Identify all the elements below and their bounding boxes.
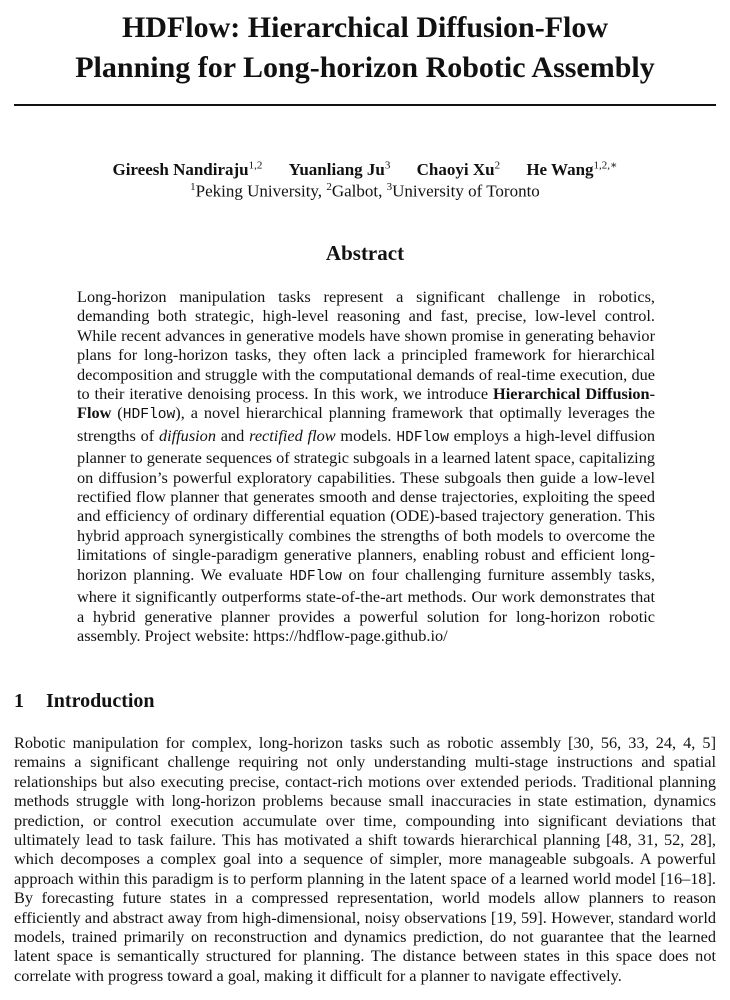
abstract-body bbox=[77, 287, 655, 645]
paper-title-line-2: Planning for Long-horizon Robotic Assembly bbox=[75, 51, 655, 84]
emphasis-term: rectified flow bbox=[249, 425, 336, 445]
author-name: Yuanliang Ju bbox=[288, 159, 385, 179]
affiliation: University of Toronto bbox=[392, 181, 540, 201]
method-acronym: HDFlow bbox=[289, 568, 342, 585]
abstract-text: and bbox=[215, 425, 250, 445]
abstract-text: employs a high-level diffusion planner to generate sequences of strategic subgoals in a learned latent space, capitalizing on diffusion’s powerful exploratory capabilities. These subgoals then guide a low-level rectified flow planner that generates smooth and dense trajectories, exploiting the speed and efficiency of ordinary differential equation (ODE)-based trajectory generation. This hybrid approach synergistically combines the strengths of both models to overcome the limitations of single-paradigm generative planners, enabling robust and efficient long-horizon planning. We evaluate bbox=[77, 425, 655, 584]
abstract-text: models. bbox=[335, 425, 397, 445]
abstract-text: ( bbox=[111, 403, 123, 423]
method-name-bold: Hierarchical Diffusion-Flow bbox=[77, 384, 655, 423]
author-affil-mark: 3 bbox=[384, 159, 391, 171]
section-heading-introduction bbox=[14, 688, 155, 714]
affiliation: Galbot, bbox=[331, 181, 387, 201]
abstract-text: on four challenging furniture assembly tasks, where it significantly outperforms state-of-the-art methods. Our work demonstrates that a hybrid generative planner provides a powerful solution for long-horizon robotic assembly. Project website: https://hdflow-page.github.io/ bbox=[77, 564, 656, 645]
abstract-heading: Abstract bbox=[325, 241, 405, 265]
author-name: Gireesh Nandiraju bbox=[112, 159, 249, 179]
affil-mark: 3 bbox=[386, 181, 393, 193]
abstract-text: ), a novel hierarchical planning framework that optimally leverages the strengths of bbox=[77, 403, 655, 445]
affil-mark: 1 bbox=[190, 181, 196, 193]
introduction-body: Robotic manipulation for complex, long-horizon tasks such as robotic assembly [30, 56, 33, 24, 4, 5] remains a significant challenge requiring not only understanding multi-stage instructions and spatial relationships but also executing precise, contact-rich motions over extended periods. Traditional planning methods struggle with long-horizon problems because small inaccuracies in state estimation, dynamics prediction, or control execution accumulate over time, compounding into significant deviations that ultimately lead to task failure. This has motivated a shift towards hierarchical planning [48, 31, 52, 28], which decomposes a complex goal into a sequence of simpler, more manageable subgoals. A powerful approach within this paradigm is to perform planning in the latent space of a learned world model [16–18]. By forecasting future states in a compressed representation, world models allow planners to reason efficiently and abstract away from high-dimensional, noisy observations [19, 59]. However, standard world models, trained primarily on reconstruction and dynamics prediction, do not guarantee that the learned latent space is semantically structured for planning. The distance between states in this space does not correlate with progress toward a goal, making it difficult for a planner to navigate effectively. bbox=[14, 733, 716, 985]
paper-title-line-1: HDFlow: Hierarchical Diffusion-Flow bbox=[121, 11, 609, 44]
abstract-text: Long-horizon manipulation tasks represent a significant challenge in robotics, demanding both strategic, high-level reasoning and fast, precise, low-level control. While recent advances in generative models have shown promise in generating behavior plans for long-horizon tasks, they often lack a principled framework for hierarchical decomposition and struggle with the computational demands of real-time execution, due to their iterative denoising process. In this work, we introduce bbox=[77, 287, 655, 404]
affiliation: Peking University, bbox=[195, 181, 327, 201]
method-acronym: HDFlow bbox=[396, 429, 449, 446]
affiliation-list bbox=[0, 176, 730, 203]
section-number: 1 bbox=[14, 690, 24, 712]
author-name: Chaoyi Xu bbox=[416, 159, 495, 179]
section-title: Introduction bbox=[46, 690, 155, 712]
author-name: He Wang bbox=[526, 159, 594, 179]
title-rule bbox=[14, 104, 716, 106]
author-affil-mark: 1,2 bbox=[248, 159, 263, 171]
paper-title bbox=[0, 8, 730, 88]
method-acronym: HDFlow bbox=[122, 407, 176, 424]
emphasis-term: diffusion bbox=[158, 425, 216, 445]
author-affil-mark: 1,2,∗ bbox=[593, 159, 618, 171]
author-affil-mark: 2 bbox=[494, 159, 501, 171]
affil-mark: 2 bbox=[326, 181, 332, 193]
